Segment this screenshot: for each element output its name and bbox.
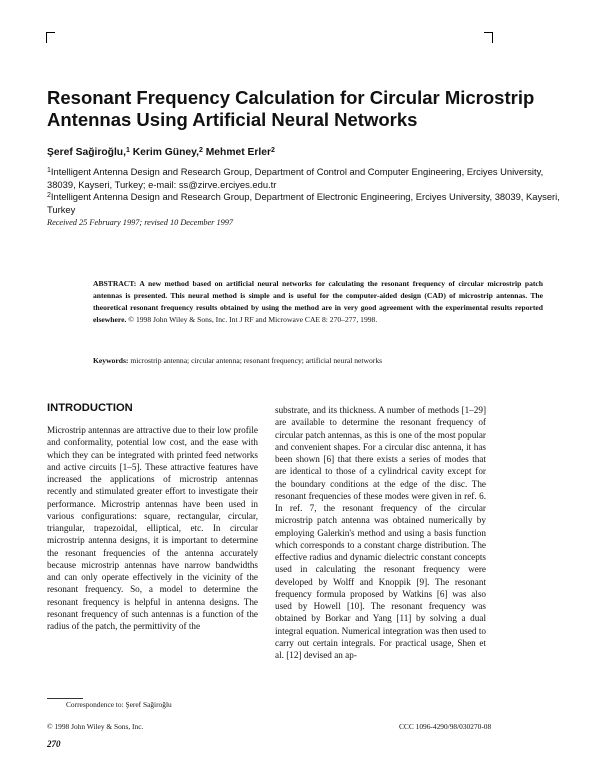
affiliation-text: Intelligent Antenna Design and Research Group, Department of Electronic Engineering, Erciyes University, 38039, Kayseri, Turkey bbox=[47, 191, 560, 215]
ccc-code: CCC 1096-4290/98/030270-08 bbox=[399, 722, 492, 731]
crop-mark-top-left bbox=[46, 32, 55, 43]
author-list bbox=[47, 147, 567, 158]
footnote: Correspondence to: Şeref Sağiroğlu bbox=[66, 700, 172, 709]
body-column-left: Microstrip antennas are attractive due to their low profile and conformality, potential low cost, and the ease with which they can be integrated with printed feed networks and active circuits [1–5]. These attractive features have increased the applications of microstrip antennas recently and stimulated greater effort to investigate their performance. Microstrip antennas have been used in various configurations: square, rectangular, circular, triangular, trapezoidal, elliptical, etc. In circular microstrip antenna designs, it is important to determine the resonant frequencies of the antenna accurately because microstrip antennas have narrow bandwidths and can only operate effectively in the vicinity of the resonant frequency. So, a model to determine the resonant frequency is helpful in antenna designs. The resonant frequency of such antennas is a function of the radius of the patch, the permittivity of the bbox=[47, 425, 258, 631]
author-affiliation-mark: 2 bbox=[198, 147, 203, 154]
affiliation-text: Intelligent Antenna Design and Research Group, Department of Control and Computer Engineering, Erciyes University, 38039, Kayseri, Turkey; e-mail: ss@zirve.erciyes.edu.tr bbox=[47, 166, 544, 190]
affiliation-mark: 2 bbox=[47, 192, 51, 199]
copyright-notice: © 1998 John Wiley & Sons, Inc. bbox=[47, 722, 144, 731]
crop-mark-top-right bbox=[484, 32, 493, 43]
affiliation bbox=[47, 190, 567, 216]
page-number: 270 bbox=[47, 739, 61, 749]
author-name: Şeref Sağiroğlu, bbox=[47, 147, 126, 158]
keywords bbox=[93, 355, 543, 367]
paper-title: Resonant Frequency Calculation for Circular Microstrip Antennas Using Artificial Neural Networks bbox=[47, 87, 535, 130]
affiliation bbox=[47, 165, 567, 191]
author-affiliation-mark: 2 bbox=[270, 147, 275, 154]
author-name: Mehmet Erler bbox=[205, 147, 271, 158]
author-affiliation-mark: 1 bbox=[125, 147, 130, 154]
section-heading: INTRODUCTION bbox=[47, 402, 133, 414]
footnote-rule bbox=[47, 698, 83, 699]
keywords-text: microstrip antenna; circular antenna; resonant frequency; artificial neural networks bbox=[128, 356, 383, 365]
body-column-right: substrate, and its thickness. A number of methods [1–29] are available to determine the resonant frequency of circular patch antennas, as this is one of the most popular and convenient shapes. For a circular disc antenna, it has been shown [6] that there exists a series of modes that are identical to those of a cylindrical cavity except for the boundary conditions at the edge of the disc. The resonant frequencies of these modes were given in ref. 6. In ref. 7, the resonant frequency of the circular microstrip patch antenna was obtained numerically by employing Galerkin's method and using a basis function which corresponds to a constant charge distribution. The effective radius and dynamic dielectric constant concepts used in calculating the resonant frequency were developed by Wolff and Knoppik [9]. The resonant frequency formula proposed by Watkins [6] was also used by Howell [10]. The resonant frequency was obtained by Borkar and Yang [11] by solving a dual integral equation. Numerical integration was then used to carry out certain integrals. For practical usage, Shen et al. [12] devised an ap- bbox=[275, 405, 486, 660]
abstract bbox=[93, 278, 543, 326]
keywords-label: Keywords: bbox=[93, 356, 129, 365]
author-name: Kerim Güney, bbox=[132, 147, 199, 158]
abstract-label: ABSTRACT: bbox=[93, 279, 137, 288]
received-dates: Received 25 February 1997; revised 10 December 1997 bbox=[47, 218, 234, 227]
affiliation-mark: 1 bbox=[47, 167, 51, 174]
abstract-body: A new method based on artificial neural networks for calculating the resonant frequency of circular microstrip patch antennas is presented. This neural method is simple and is useful for the computer-aided design (CAD) of microstrip antennas. The theoretical resonant frequency results obtained by using the method are in very good agreement with the experimental results reported elsewhere. bbox=[93, 279, 543, 324]
abstract-citation: © 1998 John Wiley & Sons, Inc. Int J RF and Microwave CAE 8: 270–277, 1998. bbox=[126, 315, 378, 324]
